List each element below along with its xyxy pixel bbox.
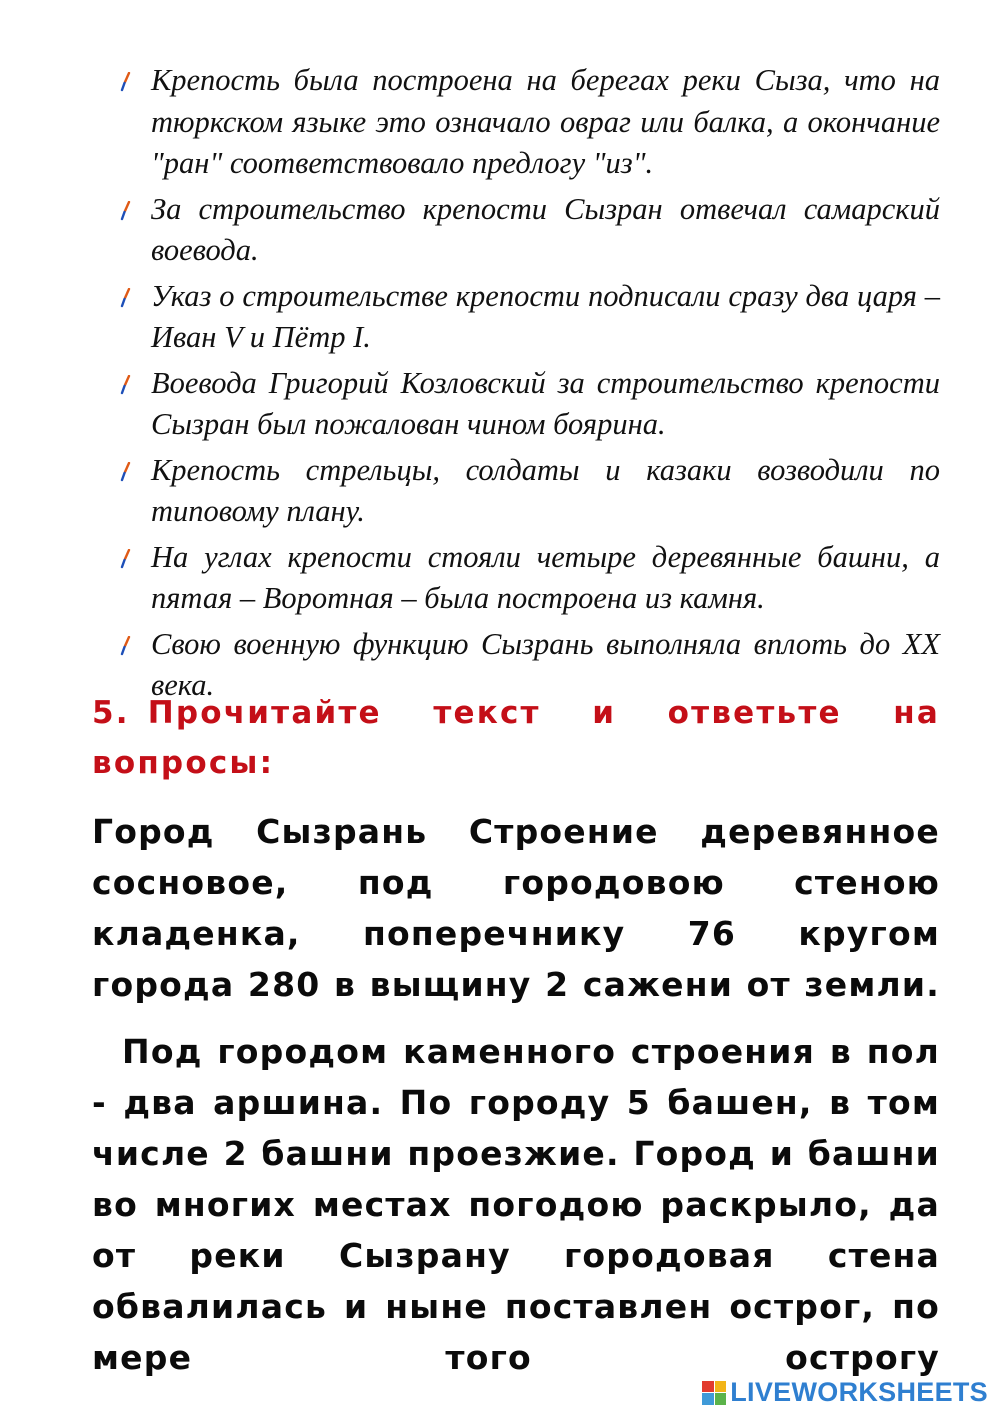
pencil-bullet-icon [118,549,134,569]
fact-text: За строительство крепости Сызран отвечал самарский воевода. [151,191,940,267]
pencil-bullet-icon [118,288,134,308]
pencil-bullet-icon [118,636,134,656]
liveworksheets-logo-icon [702,1381,726,1405]
fact-text: Свою военную функцию Сызрань выполняла вплоть до XX века. [151,626,940,702]
fact-item [118,276,940,359]
reading-paragraph-1: Город Сызрань Строение деревянное сосновое, под городовою стеною кладенка, поперечнику 76 кругом города 280 в выщину 2 сажени от земли. [92,812,940,1004]
watermark-text: LIVEWORKSHEETS [730,1377,988,1407]
liveworksheets-watermark[interactable] [702,1377,988,1408]
fact-item [118,189,940,272]
fact-text: Воевода Григорий Козловский за строительство крепости Сызран был пожалован чином боярина. [151,365,940,441]
pencil-bullet-icon [118,201,134,221]
fact-item [118,363,940,446]
reading-paragraph-2: Под городом каменного строения в пол - два аршина. По городу 5 башен, в том числе 2 башни проезжие. Город и башни во многих местах погодою раскрыло, да от реки Сызрану городовая стена обвалилась и ныне поставлен острог, по мере того острогу [92,1032,940,1377]
facts-list [118,60,940,711]
task-number: 5. [92,695,130,731]
fact-text: На углах крепости стояли четыре деревянные башни, а пятая – Воротная – была построена из камня. [151,539,940,615]
fact-item [118,450,940,533]
fact-item [118,60,940,185]
fact-text: Крепость стрельцы, солдаты и казаки возводили по типовому плану. [151,452,940,528]
pencil-bullet-icon [118,375,134,395]
fact-text: Указ о строительстве крепости подписали сразу два царя – Иван V и Пётр I. [151,278,940,354]
fact-text: Крепость была построена на берегах реки Сыза, что на тюркском языке это означало овраг или балка, а окончание "ран" соответствовало предлогу "из". [151,63,940,180]
fact-item [118,537,940,620]
pencil-bullet-icon [118,462,134,482]
task-heading [92,688,940,788]
task-title: Прочитайте текст и ответьте на вопросы: [92,695,940,781]
pencil-bullet-icon [118,72,134,92]
